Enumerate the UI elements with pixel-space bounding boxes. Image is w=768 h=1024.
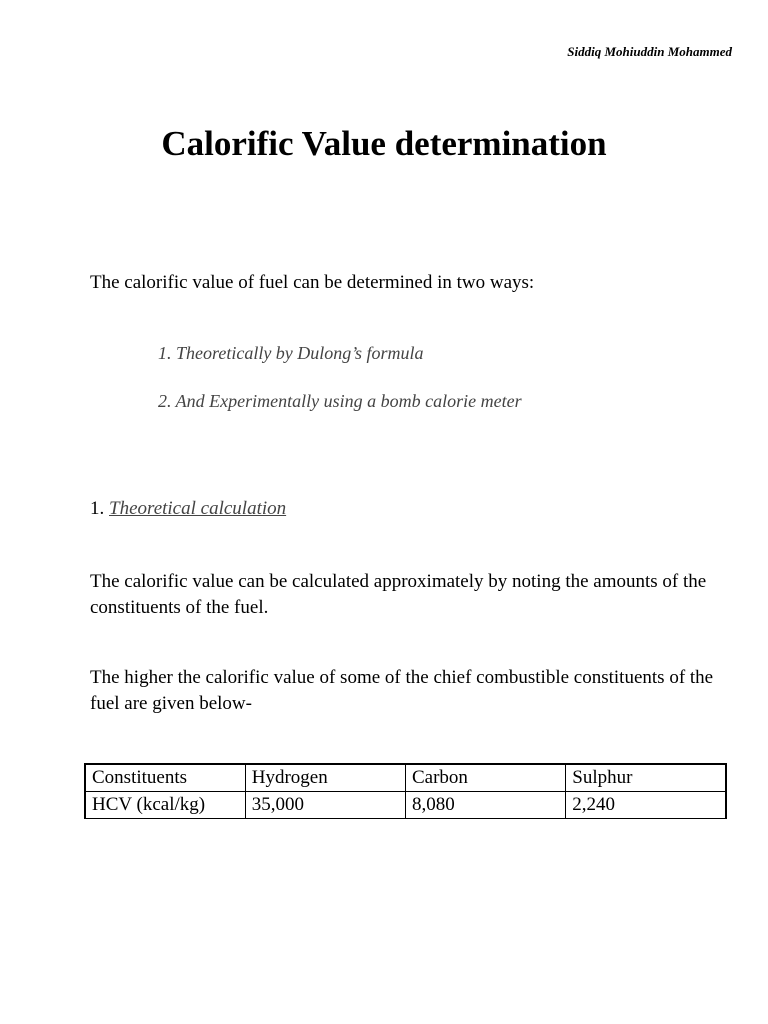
table-header-cell: Carbon bbox=[406, 764, 566, 792]
methods-list bbox=[158, 343, 522, 439]
paragraph-calculation: The calorific value can be calculated approximately by noting the amounts of the constituents of the fuel. bbox=[90, 571, 707, 618]
table-cell: 2,240 bbox=[566, 792, 726, 819]
method-item-theoretical: 1. Theoretically by Dulong’s formula bbox=[158, 343, 424, 363]
table-cell: 35,000 bbox=[245, 792, 405, 819]
table-header-cell: Constituents bbox=[85, 764, 245, 792]
method-item-experimental: 2. And Experimentally using a bomb calorie meter bbox=[158, 391, 522, 411]
table-header-row bbox=[85, 764, 726, 792]
paragraph-constituents: The higher the calorific value of some of the chief combustible constituents of the fuel are given below- bbox=[90, 667, 714, 714]
table-cell: HCV (kcal/kg) bbox=[85, 792, 245, 819]
document-title: Calorific Value determination bbox=[161, 124, 607, 163]
hcv-table bbox=[84, 763, 727, 819]
section-heading bbox=[90, 498, 286, 520]
table-header-cell: Hydrogen bbox=[245, 764, 405, 792]
table-row bbox=[85, 792, 726, 819]
section-title: Theoretical calculation bbox=[109, 498, 287, 519]
author-name: Siddiq Mohiuddin Mohammed bbox=[567, 44, 732, 59]
table-header-cell: Sulphur bbox=[566, 764, 726, 792]
table-cell: 8,080 bbox=[406, 792, 566, 819]
section-number: 1. bbox=[90, 498, 105, 519]
intro-text: The calorific value of fuel can be determined in two ways: bbox=[90, 272, 535, 293]
